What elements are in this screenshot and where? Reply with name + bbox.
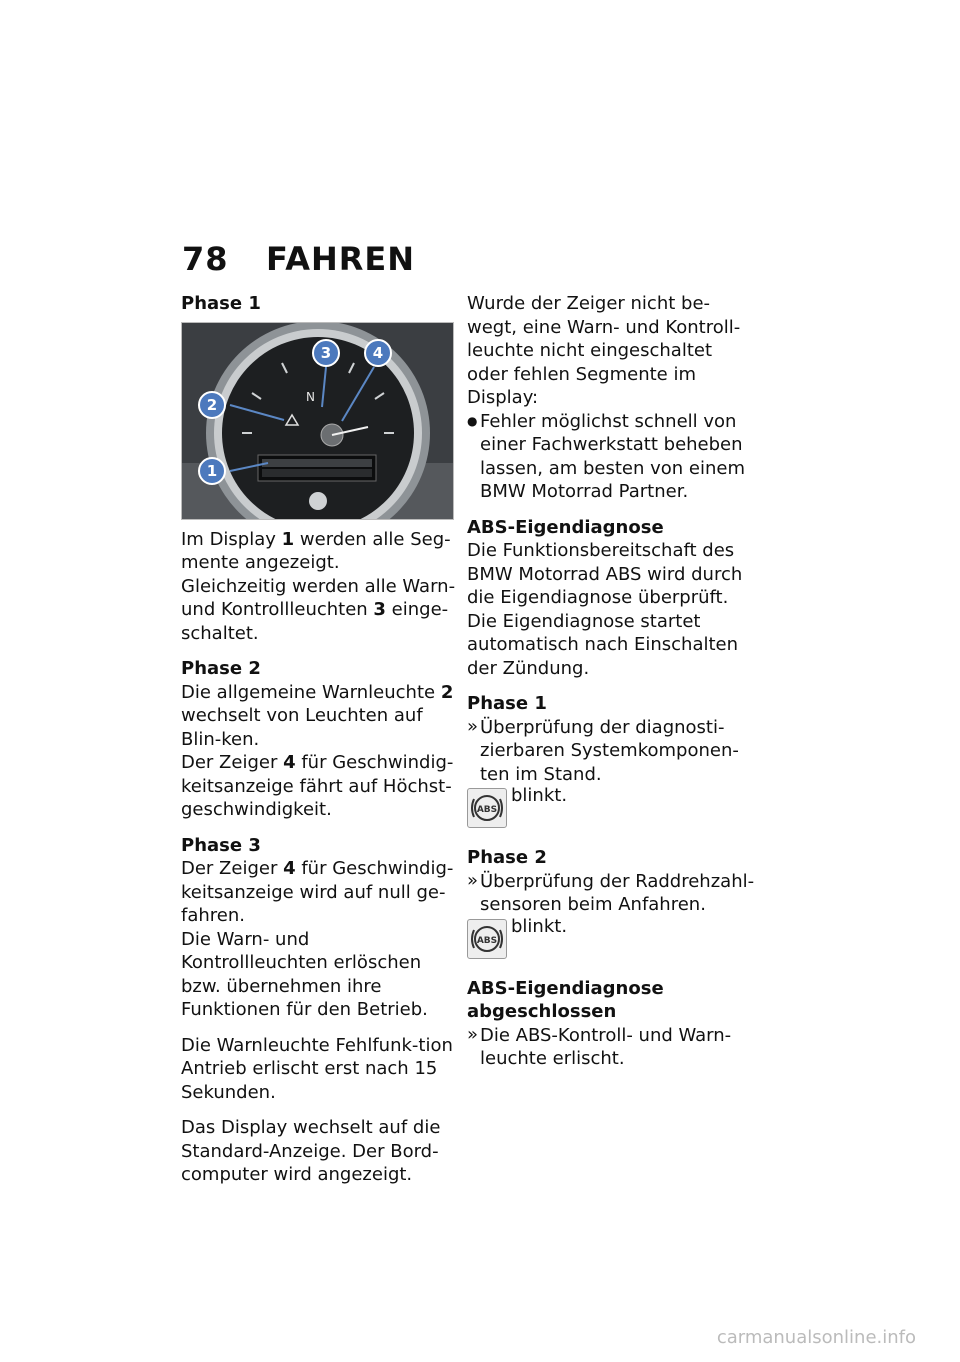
note-drive-fault: Die Warnleuchte Fehlfunk-tion Antrieb erlischt erst nach 15 Sekunden. <box>181 1034 453 1103</box>
callout-3 <box>313 340 339 366</box>
svg-text:4: 4 <box>372 343 384 362</box>
right-column <box>467 292 757 1071</box>
phase2-paragraph-a: Die allgemeine Warnleuchte 2 wechselt von Leuchten auf Blin-ken. <box>181 681 454 750</box>
phase3-paragraph-a: Der Zeiger 4 für Geschwindig-keitsanzeige wird auf null ge-fahren. <box>181 858 454 926</box>
phase1-heading: Phase 1 <box>181 293 261 314</box>
callout-1 <box>199 458 225 484</box>
abs-warning-icon <box>467 788 507 828</box>
speedometer-illustration <box>182 323 453 519</box>
abs-phase1-indicator <box>467 786 757 834</box>
svg-text:1: 1 <box>206 461 218 480</box>
page-header <box>182 240 415 278</box>
abs-done-heading: ABS-Eigendiagnose abgeschlossen <box>467 977 664 1022</box>
abs-paragraph: Die Funktionsbereitschaft des BMW Motorrad ABS wird durch die Eigendiagnose überprüft. Die Eigendiagnose startet automatisch nach Einschalten der Zündung. <box>467 540 743 679</box>
page-number: 78 <box>182 240 229 278</box>
callout-4 <box>365 340 391 366</box>
abs-phase1-step: » Überprüfung der diagnosti-zierbaren Systemkomponen-ten im Stand. <box>467 716 757 787</box>
phase1-paragraph-b: Gleichzeitig werden alle Warn- und Kontrollleuchten 3 einge-schaltet. <box>181 575 456 644</box>
abs-phase2-blink-text: blinkt. <box>511 915 568 937</box>
note-display: Das Display wechselt auf die Standard-Anzeige. Der Bord-computer wird angezeigt. <box>181 1117 441 1185</box>
abs-phase2-indicator <box>467 917 757 965</box>
page-title: FAHREN <box>266 240 416 278</box>
phase3-heading: Phase 3 <box>181 834 261 856</box>
phase2-heading: Phase 2 <box>181 658 261 679</box>
svg-text:2: 2 <box>206 395 218 414</box>
abs-phase2-step: » Überprüfung der Raddrehzahl-sensoren beim Anfahren. <box>467 870 757 917</box>
watermark: carmanualsonline.info <box>716 1327 916 1348</box>
abs-phase2-heading: Phase 2 <box>467 847 547 868</box>
left-column <box>181 292 461 1187</box>
abs-heading: ABS-Eigendiagnose <box>467 516 664 538</box>
svg-text:ABS: ABS <box>476 805 498 815</box>
svg-text:ABS: ABS <box>476 935 498 946</box>
abs-warning-icon <box>467 919 507 959</box>
phase2-paragraph-b: Der Zeiger 4 für Geschwindig-keitsanzeige fährt auf Höchst-geschwindigkeit. <box>181 752 454 820</box>
neutral-indicator: N <box>306 389 315 404</box>
intro-paragraph: Wurde der Zeiger nicht be-wegt, eine Warn- und Kontroll-leuchte nicht eingeschaltet oder fehlen Segmente im Display: <box>467 293 741 408</box>
svg-text:3: 3 <box>320 343 332 362</box>
phase3-paragraph-b: Die Warn- und Kontrollleuchten erlöschen bzw. übernehmen ihre Funktionen für den Betrieb. <box>181 928 428 1020</box>
abs-phase1-heading: Phase 1 <box>467 693 547 714</box>
bullet-item: ● Fehler möglichst schnell von einer Fachwerkstatt beheben lassen, am besten von einem BMW Motorrad Partner. <box>467 410 757 504</box>
abs-done-step: » Die ABS-Kontroll- und Warn-leuchte erlischt. <box>467 1024 757 1071</box>
phase1-paragraph-a: Im Display 1 werden alle Seg-mente angezeigt. <box>181 528 451 573</box>
instrument-cluster-figure <box>181 322 454 520</box>
callout-2 <box>199 392 225 418</box>
abs-phase1-blink-text: blinkt. <box>511 785 568 806</box>
